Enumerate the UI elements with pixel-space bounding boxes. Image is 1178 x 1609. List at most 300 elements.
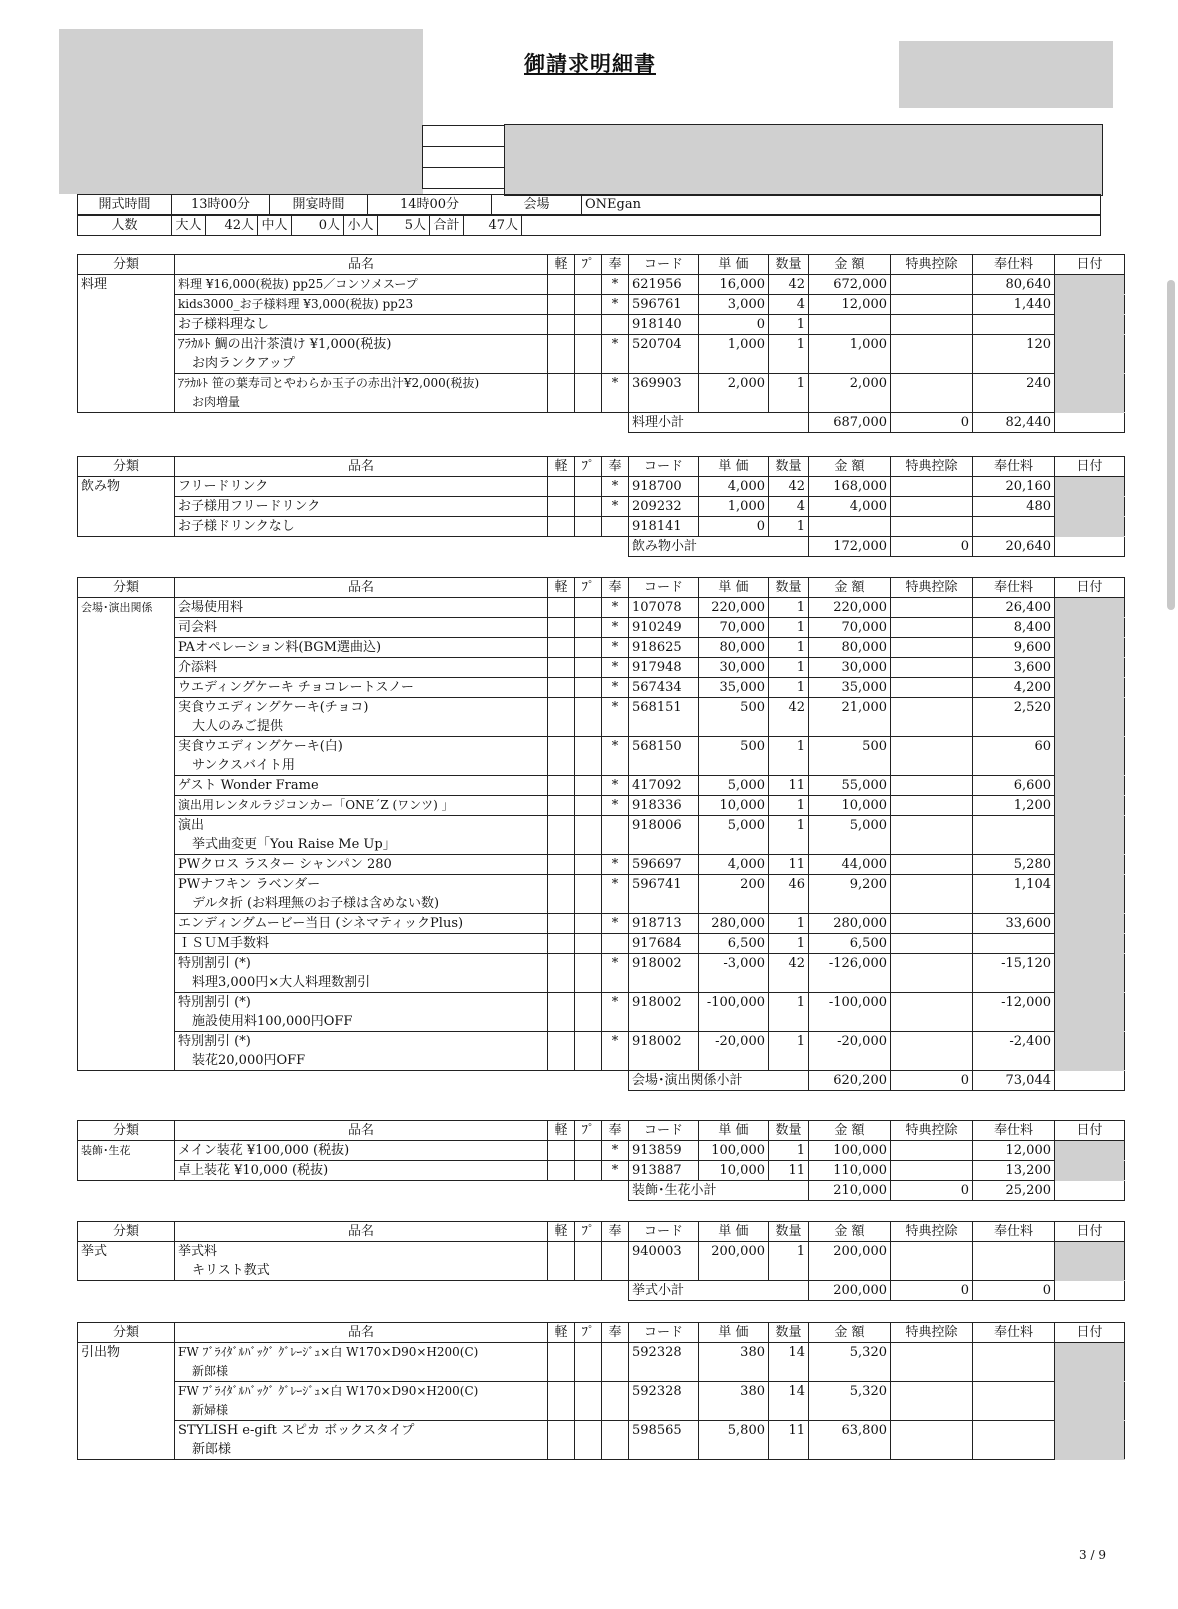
column-header: 金 額 xyxy=(809,578,891,598)
table-row xyxy=(78,618,1125,638)
section-table xyxy=(77,456,1125,557)
subtotal-blank xyxy=(602,1181,629,1201)
pu-cell xyxy=(575,1141,602,1161)
deduction xyxy=(891,776,973,796)
subtotal-row xyxy=(78,1071,1125,1091)
item-name-main: ウエディングケーキ チョコレートスノー xyxy=(178,680,414,695)
date-cell-redacted xyxy=(1055,776,1125,796)
subtotal-deduction: 0 xyxy=(891,413,973,433)
subtotal-date-blank xyxy=(1055,413,1125,433)
deduction xyxy=(891,934,973,954)
service-mark: * xyxy=(602,796,629,816)
deduction xyxy=(891,993,973,1032)
subtotal-blank xyxy=(602,413,629,433)
date-cell-redacted xyxy=(1055,638,1125,658)
light-tax-cell xyxy=(548,1421,575,1460)
quantity: 1 xyxy=(769,658,809,678)
light-tax-cell xyxy=(548,315,575,335)
item-name xyxy=(175,776,548,796)
amount: 5,320 xyxy=(809,1343,891,1382)
subtotal-blank xyxy=(175,1281,548,1301)
column-header: コード xyxy=(629,578,699,598)
column-header: 単 価 xyxy=(699,1323,769,1343)
pu-cell xyxy=(575,875,602,914)
amount: 4,000 xyxy=(809,497,891,517)
unit-price: 280,000 xyxy=(699,914,769,934)
unit-price: -100,000 xyxy=(699,993,769,1032)
amount: -126,000 xyxy=(809,954,891,993)
item-name-main: エンディングムービー当日 (シネマティックPlus) xyxy=(178,916,464,931)
item-name-main: STYLISH e-gift スピカ ボックスタイプ xyxy=(178,1423,415,1438)
column-header: コード xyxy=(629,457,699,477)
item-name xyxy=(175,737,548,776)
service-mark: * xyxy=(602,374,629,413)
column-header: 数量 xyxy=(769,457,809,477)
column-header: 特典控除 xyxy=(891,578,973,598)
date-cell-redacted xyxy=(1055,335,1125,374)
scrollbar[interactable] xyxy=(1164,0,1178,1609)
table-row xyxy=(78,855,1125,875)
service-fee: 60 xyxy=(973,737,1055,776)
column-header: 奉仕料 xyxy=(973,1121,1055,1141)
date-cell-redacted xyxy=(1055,477,1125,497)
subtotal-amount: 620,200 xyxy=(809,1071,891,1091)
service-mark xyxy=(602,816,629,855)
pu-cell xyxy=(575,335,602,374)
service-mark: * xyxy=(602,477,629,497)
item-code: 596741 xyxy=(629,875,699,914)
amount: 35,000 xyxy=(809,678,891,698)
subtotal-blank xyxy=(175,413,548,433)
item-name-sub: サンクスバイト用 xyxy=(192,758,295,773)
pu-cell xyxy=(575,275,602,295)
item-name-main: ｱﾗｶﾙﾄ 笹の葉寿司とやわらか玉子の赤出汁¥2,000(税抜) xyxy=(178,376,480,390)
deduction xyxy=(891,1343,973,1382)
quantity: 4 xyxy=(769,497,809,517)
date-cell-redacted xyxy=(1055,374,1125,413)
service-mark: * xyxy=(602,1032,629,1071)
column-header: 特典控除 xyxy=(891,1121,973,1141)
subtotal-amount: 200,000 xyxy=(809,1281,891,1301)
item-name xyxy=(175,796,548,816)
deduction xyxy=(891,335,973,374)
service-fee: 13,200 xyxy=(973,1161,1055,1181)
item-name-main: フリードリンク xyxy=(178,479,269,494)
unit-price: 1,000 xyxy=(699,497,769,517)
item-name-main: 実食ウエディングケーキ(チョコ) xyxy=(178,700,369,715)
service-mark: * xyxy=(602,698,629,737)
child-value: 5人 xyxy=(378,216,430,236)
subtotal-row xyxy=(78,1181,1125,1201)
deduction xyxy=(891,1141,973,1161)
deduction xyxy=(891,698,973,737)
amount: 10,000 xyxy=(809,796,891,816)
table-row xyxy=(78,796,1125,816)
subtotal-blank xyxy=(575,1071,602,1091)
item-name xyxy=(175,275,548,295)
unit-price: 220,000 xyxy=(699,598,769,618)
amount: 63,800 xyxy=(809,1421,891,1460)
item-name xyxy=(175,1161,548,1181)
subtotal-row xyxy=(78,413,1125,433)
item-name-main: FW ﾌﾞﾗｲﾀﾞﾙﾊﾞｯｸﾞ ｸﾞﾚｰｼﾞｭ×白 W170×D90×H200(C) xyxy=(178,1345,479,1359)
column-header: 金 額 xyxy=(809,1121,891,1141)
pu-cell xyxy=(575,1161,602,1181)
light-tax-cell xyxy=(548,796,575,816)
column-header: 日付 xyxy=(1055,255,1125,275)
quantity: 1 xyxy=(769,816,809,855)
column-header: ﾌﾟ xyxy=(575,457,602,477)
column-header: 軽 xyxy=(548,1222,575,1242)
table-row xyxy=(78,1161,1125,1181)
date-cell-redacted xyxy=(1055,875,1125,914)
table-row xyxy=(78,477,1125,497)
section-table xyxy=(77,254,1125,433)
item-code: 918002 xyxy=(629,1032,699,1071)
unit-price: 4,000 xyxy=(699,855,769,875)
service-fee: 480 xyxy=(973,497,1055,517)
service-mark xyxy=(602,934,629,954)
subtotal-amount: 210,000 xyxy=(809,1181,891,1201)
column-header: 特典控除 xyxy=(891,1222,973,1242)
light-tax-cell xyxy=(548,517,575,537)
date-cell-redacted xyxy=(1055,658,1125,678)
category-cell: 会場･演出関係 xyxy=(78,598,175,1071)
item-name xyxy=(175,816,548,855)
deduction xyxy=(891,1161,973,1181)
column-header: 品名 xyxy=(175,1121,548,1141)
column-header: 奉 xyxy=(602,1222,629,1242)
service-mark xyxy=(602,517,629,537)
people-label: 人数 xyxy=(78,216,172,236)
unit-price: 10,000 xyxy=(699,1161,769,1181)
total-label: 合計 xyxy=(430,216,464,236)
pu-cell xyxy=(575,598,602,618)
amount: 200,000 xyxy=(809,1242,891,1281)
unit-price: 200,000 xyxy=(699,1242,769,1281)
service-fee: 1,440 xyxy=(973,295,1055,315)
column-header: コード xyxy=(629,1121,699,1141)
pu-cell xyxy=(575,1242,602,1281)
column-header: 分類 xyxy=(78,457,175,477)
subtotal-label: 会場･演出関係小計 xyxy=(629,1071,809,1091)
amount: 21,000 xyxy=(809,698,891,737)
amount: 5,000 xyxy=(809,816,891,855)
subtotal-row xyxy=(78,1281,1125,1301)
item-name-main: FW ﾌﾞﾗｲﾀﾞﾙﾊﾞｯｸﾞ ｸﾞﾚｰｼﾞｭ×白 W170×D90×H200(C) xyxy=(178,1384,479,1398)
quantity: 1 xyxy=(769,1032,809,1071)
venue-label: 会場 xyxy=(492,195,582,215)
service-mark: * xyxy=(602,1141,629,1161)
light-tax-cell xyxy=(548,477,575,497)
service-fee: 120 xyxy=(973,335,1055,374)
item-name-main: お子様用フリードリンク xyxy=(178,499,321,514)
subtotal-blank xyxy=(575,413,602,433)
item-name-main: メイン装花 ¥100,000 (税抜) xyxy=(178,1143,350,1158)
service-mark: * xyxy=(602,598,629,618)
light-tax-cell xyxy=(548,1161,575,1181)
service-fee xyxy=(973,816,1055,855)
subtotal-label: 挙式小計 xyxy=(629,1281,809,1301)
column-header: 奉 xyxy=(602,578,629,598)
column-header: 単 価 xyxy=(699,1121,769,1141)
date-cell-redacted xyxy=(1055,598,1125,618)
party-time-label: 開宴時間 xyxy=(270,195,368,215)
service-fee xyxy=(973,1242,1055,1281)
item-name-sub: 料理3,000円×大人料理数割引 xyxy=(192,975,371,990)
unit-price: 35,000 xyxy=(699,678,769,698)
service-mark: * xyxy=(602,914,629,934)
subtotal-blank xyxy=(548,537,575,557)
item-name-main: ゲスト Wonder Frame xyxy=(178,778,319,793)
item-name-main: 挙式料 xyxy=(178,1244,218,1259)
category-cell: 挙式 xyxy=(78,1242,175,1281)
item-name-main: PAオペレーション料(BGM選曲込) xyxy=(178,640,382,655)
column-header: 金 額 xyxy=(809,1222,891,1242)
quantity: 1 xyxy=(769,678,809,698)
service-fee: 9,600 xyxy=(973,638,1055,658)
quantity: 46 xyxy=(769,875,809,914)
deduction xyxy=(891,658,973,678)
child-label: 小人 xyxy=(344,216,378,236)
unit-price: 80,000 xyxy=(699,638,769,658)
item-name-sub: 新郎様 xyxy=(192,1364,229,1378)
quantity: 11 xyxy=(769,1421,809,1460)
table-row xyxy=(78,698,1125,737)
column-header: 奉仕料 xyxy=(973,1323,1055,1343)
table-row xyxy=(78,816,1125,855)
table-row xyxy=(78,374,1125,413)
light-tax-cell xyxy=(548,914,575,934)
subtotal-blank xyxy=(548,1181,575,1201)
table-row xyxy=(78,598,1125,618)
pu-cell xyxy=(575,295,602,315)
table-row xyxy=(78,275,1125,295)
service-mark: * xyxy=(602,1161,629,1181)
item-name xyxy=(175,914,548,934)
pu-cell xyxy=(575,678,602,698)
item-code: 918713 xyxy=(629,914,699,934)
item-code: 598565 xyxy=(629,1421,699,1460)
subtotal-service-fee: 20,640 xyxy=(973,537,1055,557)
column-header: 軽 xyxy=(548,578,575,598)
date-cell-redacted xyxy=(1055,855,1125,875)
subtotal-date-blank xyxy=(1055,1281,1125,1301)
subtotal-service-fee: 82,440 xyxy=(973,413,1055,433)
column-header: 奉 xyxy=(602,255,629,275)
item-name xyxy=(175,315,548,335)
item-name-main: 特別割引 (*) xyxy=(178,995,251,1010)
column-header: コード xyxy=(629,1323,699,1343)
column-header: 金 額 xyxy=(809,255,891,275)
item-code: 913859 xyxy=(629,1141,699,1161)
item-code: 567434 xyxy=(629,678,699,698)
column-header: ﾌﾟ xyxy=(575,1121,602,1141)
quantity: 11 xyxy=(769,1161,809,1181)
subtotal-date-blank xyxy=(1055,1071,1125,1091)
amount: 70,000 xyxy=(809,618,891,638)
column-header: 日付 xyxy=(1055,578,1125,598)
item-code: 209232 xyxy=(629,497,699,517)
amount: 220,000 xyxy=(809,598,891,618)
item-name-sub: 大人のみご提供 xyxy=(192,719,284,734)
column-header: ﾌﾟ xyxy=(575,255,602,275)
service-fee: 5,280 xyxy=(973,855,1055,875)
date-cell-redacted xyxy=(1055,934,1125,954)
item-name-main: 実食ウエディングケーキ(白) xyxy=(178,739,343,754)
light-tax-cell xyxy=(548,816,575,855)
unit-price: 100,000 xyxy=(699,1141,769,1161)
service-mark xyxy=(602,1382,629,1421)
subtotal-label: 飲み物小計 xyxy=(629,537,809,557)
amount: 5,320 xyxy=(809,1382,891,1421)
junior-label: 中人 xyxy=(258,216,292,236)
quantity: 1 xyxy=(769,1141,809,1161)
amount: 12,000 xyxy=(809,295,891,315)
deduction xyxy=(891,1242,973,1281)
subtotal-deduction: 0 xyxy=(891,1071,973,1091)
column-header: 日付 xyxy=(1055,1121,1125,1141)
pu-cell xyxy=(575,934,602,954)
subtotal-blank xyxy=(78,537,175,557)
amount: 168,000 xyxy=(809,477,891,497)
pu-cell xyxy=(575,796,602,816)
service-fee xyxy=(973,517,1055,537)
light-tax-cell xyxy=(548,1141,575,1161)
subtotal-blank xyxy=(548,1281,575,1301)
scrollbar-thumb[interactable] xyxy=(1167,280,1175,610)
column-header: 品名 xyxy=(175,578,548,598)
pu-cell xyxy=(575,517,602,537)
quantity: 14 xyxy=(769,1343,809,1382)
light-tax-cell xyxy=(548,1382,575,1421)
date-cell-redacted xyxy=(1055,275,1125,295)
subtotal-blank xyxy=(175,537,548,557)
item-name-main: 特別割引 (*) xyxy=(178,956,251,971)
item-name xyxy=(175,497,548,517)
service-mark: * xyxy=(602,335,629,374)
pu-cell xyxy=(575,374,602,413)
service-mark: * xyxy=(602,497,629,517)
pu-cell xyxy=(575,993,602,1032)
redacted-customer-info xyxy=(59,29,423,194)
service-mark: * xyxy=(602,295,629,315)
table-row xyxy=(78,1382,1125,1421)
light-tax-cell xyxy=(548,638,575,658)
date-cell-redacted xyxy=(1055,1421,1125,1460)
amount: 110,000 xyxy=(809,1161,891,1181)
page-title: 御請求明細書 xyxy=(524,51,656,76)
item-name-sub: 新婦様 xyxy=(192,1403,229,1417)
quantity: 1 xyxy=(769,517,809,537)
item-name-main: ＩＳＵＭ手数料 xyxy=(178,936,270,951)
amount: 280,000 xyxy=(809,914,891,934)
service-fee: 1,104 xyxy=(973,875,1055,914)
section-table xyxy=(77,577,1125,1091)
date-cell-redacted xyxy=(1055,1242,1125,1281)
service-fee: 33,600 xyxy=(973,914,1055,934)
pu-cell xyxy=(575,315,602,335)
column-header: 奉 xyxy=(602,1323,629,1343)
subtotal-blank xyxy=(175,1071,548,1091)
service-fee: 3,600 xyxy=(973,658,1055,678)
deduction xyxy=(891,1421,973,1460)
subtotal-label: 料理小計 xyxy=(629,413,809,433)
amount: 2,000 xyxy=(809,374,891,413)
service-fee: -12,000 xyxy=(973,993,1055,1032)
light-tax-cell xyxy=(548,993,575,1032)
quantity: 1 xyxy=(769,598,809,618)
item-name-main: お子様ドリンクなし xyxy=(178,519,295,534)
table-row xyxy=(78,517,1125,537)
item-name xyxy=(175,993,548,1032)
pu-cell xyxy=(575,816,602,855)
light-tax-cell xyxy=(548,598,575,618)
adult-value: 42人 xyxy=(206,216,258,236)
section-header-row xyxy=(78,457,1125,477)
table-row xyxy=(78,1032,1125,1071)
pu-cell xyxy=(575,658,602,678)
service-mark: * xyxy=(602,638,629,658)
deduction xyxy=(891,295,973,315)
item-name-main: 料理 ¥16,000(税抜) pp25／コンソメスープ xyxy=(178,277,418,291)
service-mark: * xyxy=(602,618,629,638)
header-right-box xyxy=(504,124,1103,196)
table-row xyxy=(78,934,1125,954)
item-name-sub: お肉ランクアップ xyxy=(192,356,295,371)
quantity: 1 xyxy=(769,315,809,335)
unit-price: 5,000 xyxy=(699,776,769,796)
pu-cell xyxy=(575,1032,602,1071)
subtotal-blank xyxy=(602,1071,629,1091)
column-header: 日付 xyxy=(1055,1222,1125,1242)
category-cell: 料理 xyxy=(78,275,175,413)
column-header: 奉仕料 xyxy=(973,578,1055,598)
quantity: 1 xyxy=(769,737,809,776)
deduction xyxy=(891,638,973,658)
light-tax-cell xyxy=(548,374,575,413)
amount: 672,000 xyxy=(809,275,891,295)
item-code: 910249 xyxy=(629,618,699,638)
subtotal-blank xyxy=(575,537,602,557)
item-name xyxy=(175,618,548,638)
column-header: 数量 xyxy=(769,1121,809,1141)
guest-count-blank xyxy=(522,216,1101,236)
unit-price: 30,000 xyxy=(699,658,769,678)
amount: 80,000 xyxy=(809,638,891,658)
service-fee xyxy=(973,315,1055,335)
item-name xyxy=(175,638,548,658)
item-name-main: ｱﾗｶﾙﾄ 鯛の出汁茶漬け ¥1,000(税抜) xyxy=(178,337,392,352)
redacted-logo xyxy=(899,41,1113,108)
date-cell-redacted xyxy=(1055,1343,1125,1382)
column-header: コード xyxy=(629,1222,699,1242)
service-mark: * xyxy=(602,875,629,914)
quantity: 1 xyxy=(769,618,809,638)
unit-price: 16,000 xyxy=(699,275,769,295)
item-name-main: 卓上装花 ¥10,000 (税抜) xyxy=(178,1163,329,1178)
item-code: 918006 xyxy=(629,816,699,855)
unit-price: 0 xyxy=(699,517,769,537)
item-name-sub: キリスト教式 xyxy=(192,1263,270,1278)
amount xyxy=(809,315,891,335)
unit-price: 70,000 xyxy=(699,618,769,638)
guest-count-table xyxy=(77,215,1101,236)
item-name xyxy=(175,517,548,537)
pu-cell xyxy=(575,855,602,875)
service-fee: 4,200 xyxy=(973,678,1055,698)
table-row xyxy=(78,993,1125,1032)
